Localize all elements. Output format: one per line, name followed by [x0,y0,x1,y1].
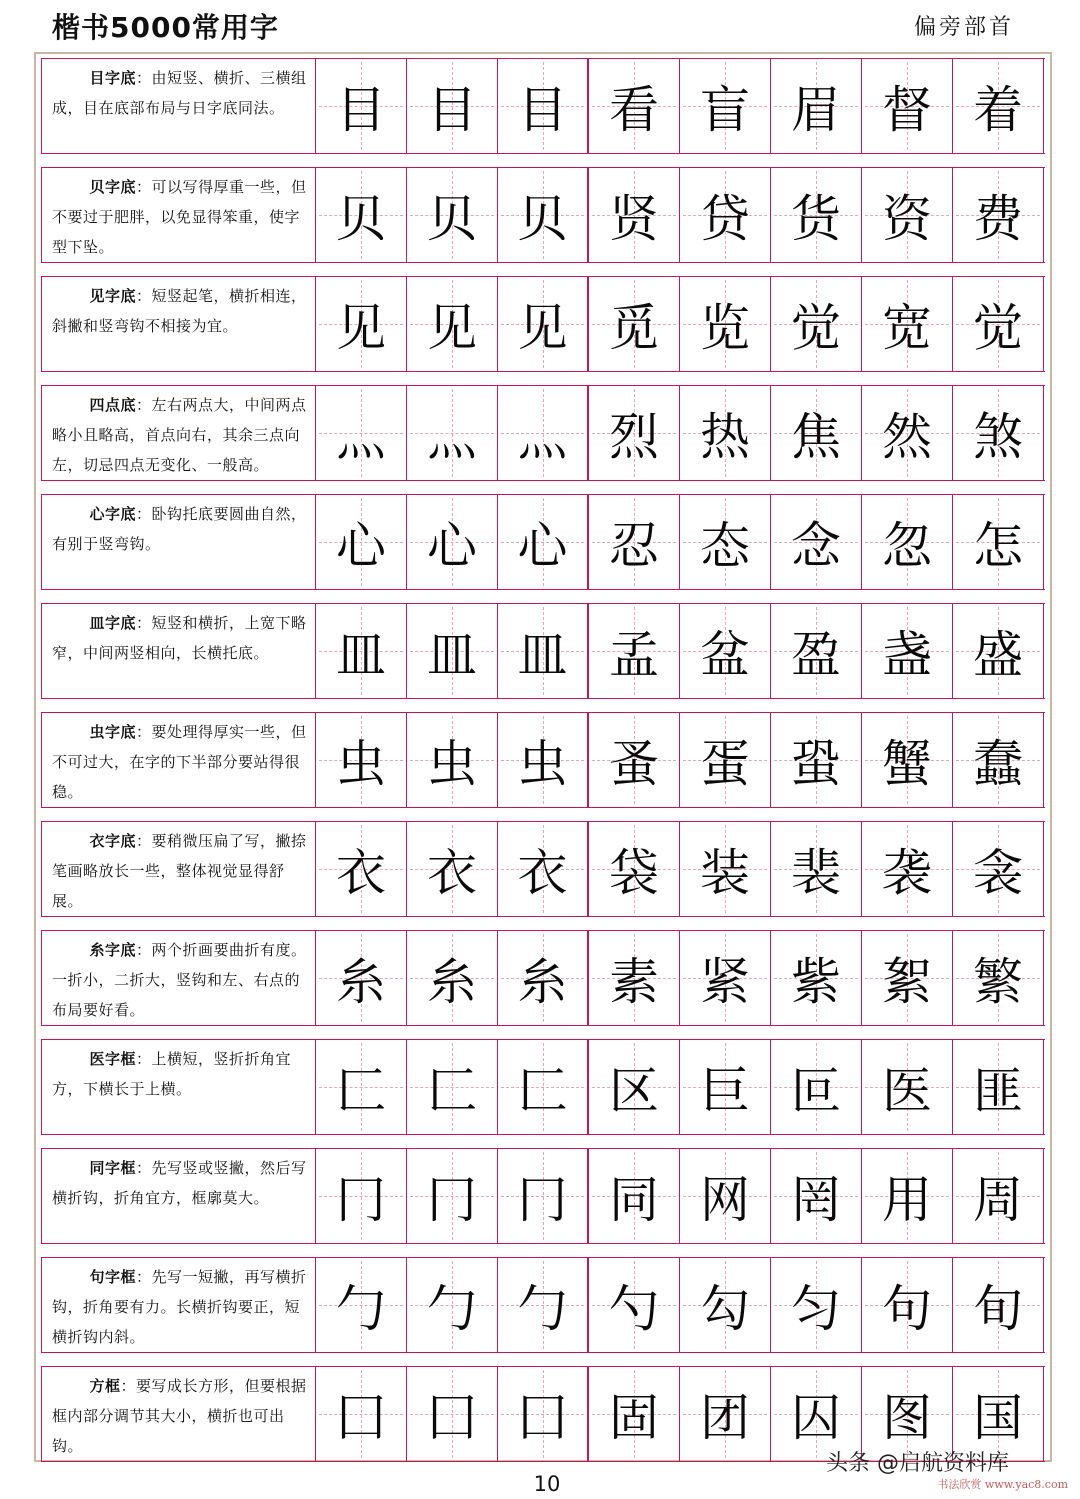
example-glyph: 周 [973,1171,1023,1229]
component-cell [498,1367,589,1461]
example-glyph: 费 [973,190,1023,248]
example-glyph: 眉 [791,81,841,139]
component-glyph: 衣 [336,844,386,902]
component-cell [316,1258,407,1352]
example-cell [953,1040,1044,1134]
example-glyph: 览 [700,299,750,357]
component-cell [316,168,407,262]
radical-description [41,1258,316,1352]
component-glyph: 勹 [427,1280,477,1338]
radical-term: 目字底 [89,69,137,87]
example-cell [589,1258,680,1352]
example-glyph: 觅 [609,299,659,357]
radical-term: 心字底 [89,505,137,523]
example-cell [771,1040,862,1134]
example-glyph: 怎 [973,517,1023,575]
example-glyph: 烈 [609,408,659,466]
example-glyph: 贤 [609,190,659,248]
example-glyph: 盏 [882,626,932,684]
example-cell [862,386,953,480]
radical-row [41,603,1045,699]
radical-term: 同字框 [89,1159,137,1177]
component-glyph: 糸 [336,953,386,1011]
radical-term: 虫字底 [89,723,137,741]
example-glyph: 焦 [791,408,841,466]
component-glyph: 冂 [427,1171,477,1229]
example-glyph: 盆 [700,626,750,684]
radical-description [41,1040,316,1134]
radical-row [41,1257,1045,1353]
component-glyph: 衣 [517,844,568,902]
component-glyph: 见 [517,299,568,357]
example-cell [680,495,771,589]
example-cell [862,1258,953,1352]
component-cell [407,1040,498,1134]
component-glyph: 虫 [336,735,386,793]
example-cell [680,1149,771,1243]
component-glyph: 勹 [517,1280,568,1338]
example-cell [862,59,953,153]
example-glyph: 孟 [609,626,659,684]
radical-description [41,168,316,262]
radical-description [41,59,316,153]
example-glyph: 觉 [791,299,841,357]
radical-explanation: 可以写得厚重一些，但不要过于肥胖，以免显得笨重，使字型下坠。 [52,178,307,256]
term-separator: ： [136,505,152,523]
example-cell [953,713,1044,807]
example-glyph: 图 [882,1389,932,1447]
example-glyph: 热 [700,408,750,466]
radical-description [41,277,316,371]
component-glyph: 囗 [336,1389,386,1447]
example-cell [953,277,1044,371]
component-glyph: 见 [427,299,477,357]
radical-explanation: 短竖起笔，横折相连，斜撇和竖弯钩不相接为宜。 [52,287,307,335]
radical-description [41,713,316,807]
example-glyph: 盲 [700,81,750,139]
component-glyph: 匚 [336,1062,386,1120]
example-glyph: 勾 [700,1280,750,1338]
example-cell [862,822,953,916]
example-glyph: 巨 [700,1062,750,1120]
component-glyph: 冂 [517,1171,568,1229]
example-cell [771,59,862,153]
radical-description [41,1367,316,1461]
radical-term: 贝字底 [89,178,137,196]
example-cell [680,168,771,262]
component-cell [407,822,498,916]
example-cell [589,168,680,262]
radical-row [41,1148,1045,1244]
example-cell [953,59,1044,153]
component-glyph: 皿 [517,626,568,684]
component-glyph: 目 [427,81,477,139]
component-glyph: 勹 [336,1280,386,1338]
radical-explanation: 先写一短撇，再写横折钩，折角要有力。长横折钩要正，短横折钩内斜。 [52,1268,307,1346]
example-glyph: 同 [609,1171,659,1229]
example-glyph: 资 [882,190,932,248]
component-glyph: 衣 [427,844,477,902]
component-cell [498,386,589,480]
example-glyph: 忍 [609,517,659,575]
example-glyph: 繁 [973,953,1023,1011]
component-cell [407,1149,498,1243]
example-glyph: 贷 [700,190,750,248]
example-glyph: 医 [882,1062,932,1120]
example-glyph: 匪 [973,1062,1023,1120]
example-glyph: 盈 [791,626,841,684]
example-glyph: 匀 [791,1280,841,1338]
component-glyph: 虫 [517,735,568,793]
component-glyph: 匚 [427,1062,477,1120]
radical-term: 四点底 [89,396,137,414]
example-glyph: 裴 [791,844,841,902]
term-separator: ： [136,287,152,305]
radical-explanation: 卧钩托底要圆曲自然，有别于竖弯钩。 [52,505,307,553]
example-glyph: 忽 [882,517,932,575]
example-glyph: 袋 [609,844,659,902]
example-glyph: 网 [700,1171,750,1229]
radical-term: 医字框 [89,1050,137,1068]
component-glyph: 心 [336,517,386,575]
component-cell [498,59,589,153]
page-number: 10 [533,1472,561,1496]
term-separator: ： [136,941,152,959]
example-glyph: 看 [609,81,659,139]
example-cell [680,277,771,371]
radical-row [41,167,1045,263]
component-glyph: 虫 [427,735,477,793]
example-cell [680,931,771,1025]
radical-row [41,385,1045,481]
example-cell [771,1258,862,1352]
component-glyph: 目 [336,81,386,139]
example-cell [771,822,862,916]
watermark-text: 头条 @启航资料库 [826,1451,1009,1476]
radical-explanation: 上横短，竖折折角宜方，下横长于上横。 [52,1050,292,1098]
component-glyph: 冂 [336,1171,386,1229]
radical-description [41,386,316,480]
term-separator: ： [136,832,152,850]
example-glyph: 盛 [973,626,1023,684]
example-cell [589,1040,680,1134]
example-cell [862,1040,953,1134]
example-glyph: 国 [973,1389,1023,1447]
radical-row [41,821,1045,917]
component-cell [407,1367,498,1461]
term-separator: ： [136,1159,152,1177]
component-cell [407,277,498,371]
radical-explanation: 两个折画要曲折有度。一折小，二折大，竖钩和左、右点的布局要好看。 [52,941,307,1019]
example-glyph: 紧 [700,953,750,1011]
radical-description [41,495,316,589]
radical-row [41,1039,1045,1135]
example-glyph: 念 [791,517,841,575]
component-cell [316,1367,407,1461]
component-cell [316,1040,407,1134]
example-cell [589,495,680,589]
example-cell [862,495,953,589]
example-cell [589,604,680,698]
example-glyph: 团 [700,1389,750,1447]
example-glyph: 宽 [882,299,932,357]
example-cell [589,1367,680,1461]
example-cell [953,1149,1044,1243]
example-glyph: 絮 [882,953,932,1011]
radical-term: 见字底 [89,287,137,305]
term-separator: ： [136,614,152,632]
radical-explanation: 短竖和横折，上宽下略窄，中间两竖相向，长横托底。 [52,614,307,662]
radical-term: 句字框 [89,1268,137,1286]
radical-term: 方框 [89,1377,121,1395]
example-glyph: 囚 [791,1389,841,1447]
example-cell [862,277,953,371]
radical-term: 皿字底 [89,614,137,632]
term-separator: ： [136,1050,152,1068]
example-glyph: 勺 [609,1280,659,1338]
example-glyph: 衾 [973,844,1023,902]
radical-row [41,276,1045,372]
component-cell [407,604,498,698]
component-glyph: 囗 [517,1389,568,1447]
example-cell [862,168,953,262]
example-glyph: 蚤 [609,735,659,793]
radical-description [41,604,316,698]
component-cell [498,495,589,589]
radical-explanation: 先写竖或竖撇，然后写横折钩，折角宜方，框廓莫大。 [52,1159,307,1207]
example-glyph: 罔 [791,1171,841,1229]
term-separator: ： [136,723,152,741]
practice-sheet [34,52,1052,1462]
radical-explanation: 左右两点大，中间两点略小且略高，首点向右，其余三点向左，切忌四点无变化、一般高。 [52,396,307,474]
example-glyph: 煞 [973,408,1023,466]
component-cell [407,386,498,480]
radical-description [41,931,316,1025]
radical-explanation: 要处理得厚实一些，但不可过大，在字的下半部分要站得很稳。 [52,723,307,801]
example-cell [680,1367,771,1461]
example-cell [589,386,680,480]
example-glyph: 督 [882,81,932,139]
component-cell [316,604,407,698]
component-cell [498,1149,589,1243]
component-cell [498,1258,589,1352]
example-cell [680,604,771,698]
example-glyph: 区 [609,1062,659,1120]
component-cell [316,386,407,480]
component-glyph: 贝 [336,190,386,248]
site-mark: 书法欣赏 www.yac8.com [937,1478,1068,1491]
radical-row [41,58,1045,154]
radical-row [41,930,1045,1026]
component-cell [498,604,589,698]
component-cell [407,713,498,807]
component-cell [498,1040,589,1134]
example-cell [771,1149,862,1243]
radical-explanation: 由短竖、横折、三横组成，目在底部布局与日字底同法。 [52,69,307,117]
example-cell [589,277,680,371]
example-glyph: 着 [973,81,1023,139]
example-cell [680,1258,771,1352]
practice-grid [41,58,1045,1462]
component-glyph: 囗 [427,1389,477,1447]
example-cell [953,604,1044,698]
example-glyph: 素 [609,953,659,1011]
radical-description [41,822,316,916]
component-glyph: 贝 [427,190,477,248]
page-header [0,0,1080,52]
radical-term: 衣字底 [89,832,137,850]
term-separator: ： [136,69,152,87]
example-cell [862,1149,953,1243]
section-title: 偏旁部首 [913,15,1014,40]
component-cell [316,59,407,153]
component-cell [316,931,407,1025]
component-cell [316,495,407,589]
example-glyph: 装 [700,844,750,902]
component-cell [316,277,407,371]
radical-row [41,1366,1045,1462]
example-cell [771,931,862,1025]
radical-term: 糸字底 [89,941,137,959]
example-glyph: 蛋 [700,735,750,793]
term-separator: ： [136,396,152,414]
example-cell [589,931,680,1025]
example-cell [862,713,953,807]
example-cell [680,386,771,480]
component-cell [316,713,407,807]
component-glyph: 皿 [427,626,477,684]
component-glyph: 糸 [517,953,568,1011]
example-cell [771,277,862,371]
component-cell [316,1149,407,1243]
radical-row [41,494,1045,590]
example-cell [953,822,1044,916]
example-cell [680,822,771,916]
example-cell [862,604,953,698]
example-cell [680,1040,771,1134]
example-cell [771,386,862,480]
component-cell [407,495,498,589]
component-cell [498,931,589,1025]
example-cell [771,713,862,807]
component-cell [498,277,589,371]
example-cell [589,713,680,807]
example-cell [771,168,862,262]
component-cell [407,168,498,262]
example-glyph: 蠢 [973,735,1023,793]
component-glyph: 皿 [336,626,386,684]
component-glyph: 灬 [517,408,568,466]
example-cell [953,1258,1044,1352]
component-cell [316,822,407,916]
example-cell [589,1149,680,1243]
example-glyph: 旬 [973,1280,1023,1338]
term-separator: ： [136,178,152,196]
example-glyph: 觉 [973,299,1023,357]
example-glyph: 叵 [791,1062,841,1120]
example-glyph: 蟹 [882,735,932,793]
example-glyph: 然 [882,408,932,466]
radical-explanation: 要写成长方形，但要根据框内部分调节其大小，横折也可出钩。 [52,1377,307,1455]
component-glyph: 贝 [517,190,568,248]
book-title: 楷书5000常用字 [52,11,279,44]
component-cell [407,1258,498,1352]
component-glyph: 糸 [427,953,477,1011]
example-glyph: 句 [882,1280,932,1338]
example-cell [862,931,953,1025]
example-cell [680,59,771,153]
example-glyph: 态 [700,517,750,575]
example-cell [953,495,1044,589]
example-cell [771,604,862,698]
component-cell [407,931,498,1025]
component-cell [498,168,589,262]
radical-explanation: 要稍微压扁了写，撇捺笔画略放长一些，整体视觉显得舒展。 [52,832,307,910]
component-cell [407,59,498,153]
example-cell [953,931,1044,1025]
example-cell [771,495,862,589]
example-glyph: 袭 [882,844,932,902]
example-glyph: 紫 [791,953,841,1011]
example-glyph: 蛩 [791,735,841,793]
example-glyph: 固 [609,1389,659,1447]
component-cell [498,822,589,916]
example-cell [589,822,680,916]
example-cell [680,713,771,807]
example-glyph: 货 [791,190,841,248]
component-glyph: 灬 [427,408,477,466]
example-cell [589,59,680,153]
component-glyph: 目 [517,81,568,139]
term-separator: ： [136,1268,152,1286]
component-cell [498,713,589,807]
radical-row [41,712,1045,808]
example-glyph: 用 [882,1171,932,1229]
example-cell [953,168,1044,262]
radical-description [41,1149,316,1243]
component-glyph: 匚 [517,1062,568,1120]
component-glyph: 心 [427,517,477,575]
term-separator: ： [120,1377,137,1395]
component-glyph: 见 [336,299,386,357]
component-glyph: 灬 [336,408,386,466]
example-cell [953,386,1044,480]
component-glyph: 心 [517,517,568,575]
